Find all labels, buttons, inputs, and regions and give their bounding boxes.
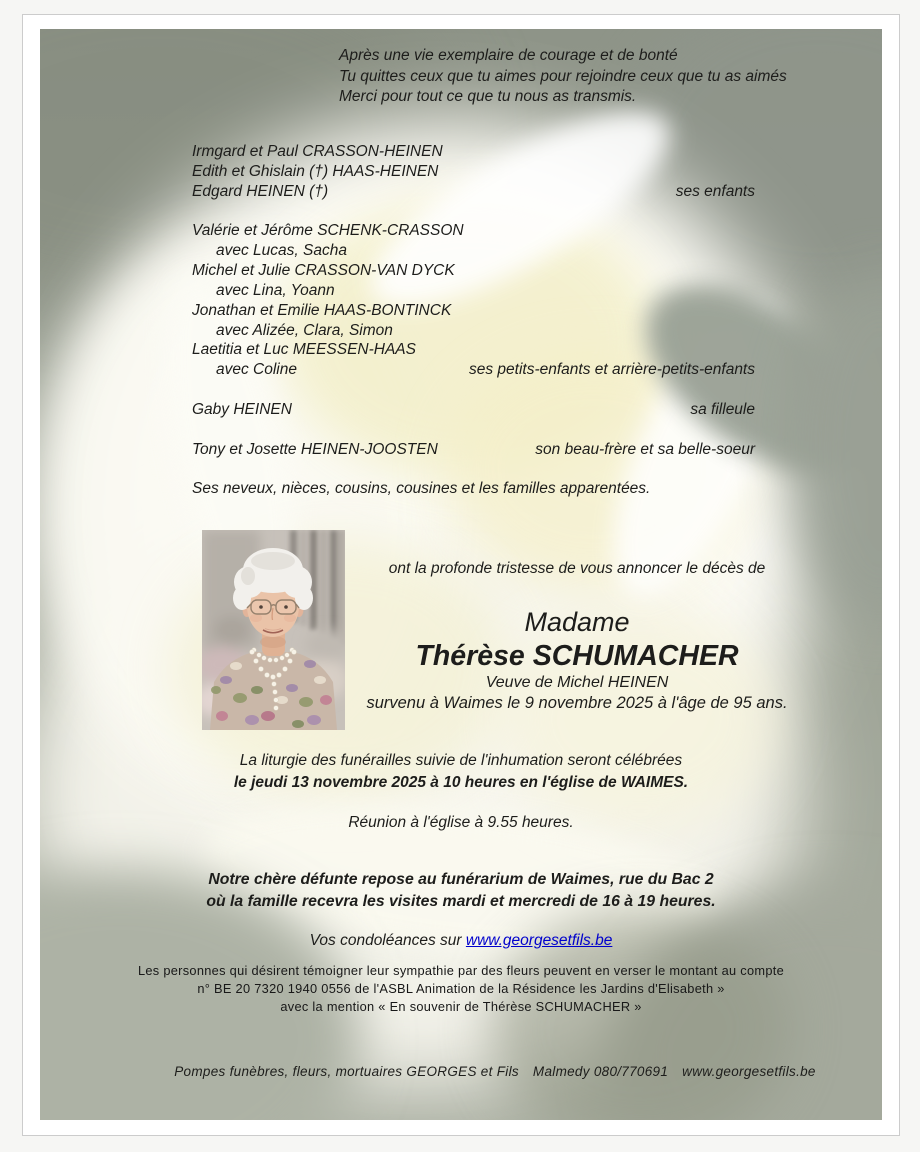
death-announcement [345,559,809,714]
announcement-intro: ont la profonde tristesse de vous annoncer le décès de [388,560,766,577]
family-row [192,143,755,163]
deceased-portrait-illustration [202,530,345,730]
family-member: Valérie et Jérôme SCHENK-CRASSON [192,222,464,240]
portrait-photo [202,530,345,730]
verse-line: Merci pour tout ce que tu nous as transmis. [339,88,637,105]
condolences-prefix: Vos condoléances sur [309,932,466,949]
relation-label: ses petits-enfants et arrière-petits-enfants [468,361,755,379]
family-member [192,461,196,478]
family-row [192,381,755,401]
relation-label: son beau-frère et sa belle-soeur [535,440,755,458]
footer-segment: Malmedy 080/770691 [532,1064,669,1079]
family-row [192,302,755,322]
family-row [192,183,755,203]
family-row [192,421,755,441]
family-row [192,222,755,242]
flowers-note-line: n° BE 20 7320 1940 0556 de l'ASBL Animation de la Résidence les Jardins d'Elisabeth » [197,981,725,997]
relation-label: ses enfants [675,182,755,200]
family-row [192,461,755,481]
family-member: avec Lina, Yoann [216,281,335,299]
opening-verse [339,46,787,108]
flowers-note [40,962,882,1017]
family-member: Laetitia et Luc MEESSEN-HAAS [192,341,416,359]
widow-line: Veuve de Michel HEINEN [485,674,669,691]
verse-line: Après une vie exemplaire de courage et de bonté [339,47,678,64]
family-member: avec Alizée, Clara, Simon [216,321,393,339]
funerarium-line2: où la famille recevra les visites mardi et mercredi de 16 à 19 heures. [206,892,716,910]
funerarium-details [40,869,882,912]
family-member: Ses neveux, nièces, cousins, cousines et les familles apparentées. [192,480,651,498]
ceremony-details [40,750,882,834]
family-member: avec Coline [216,361,297,379]
family-row [192,322,755,342]
deceased-name: Thérèse SCHUMACHER [415,640,739,672]
family-member [192,381,196,398]
verse-line: Tu quittes ceux que tu aimes pour rejoindre ceux que tu as aimés [339,67,787,85]
flowers-note-line: Les personnes qui désirent témoigner leur sympathie par des fleurs peuvent en verser le montant au compte [137,963,785,978]
family-member [192,421,196,438]
funerarium-line1: Notre chère défunte repose au funérarium de Waimes, rue du Bac 2 [208,871,714,888]
family-row [192,401,755,421]
family-row [192,262,755,282]
family-row [192,163,755,183]
family-row [192,242,755,262]
condolences-link[interactable]: www.georgesetfils.be [465,932,613,949]
family-member: Edith et Ghislain (†) HAAS-HEINEN [192,162,439,180]
footer-segment: Pompes funèbres, fleurs, mortuaires GEORGES et Fils [174,1064,519,1079]
family-list [192,143,755,500]
family-row [192,361,755,381]
family-member: Tony et Josette HEINEN-JOOSTEN [192,440,438,458]
family-member: avec Lucas, Sacha [216,242,347,260]
family-member: Irmgard et Paul CRASSON-HEINEN [192,143,443,160]
flowers-note-line: avec la mention « En souvenir de Thérèse SCHUMACHER » [280,999,642,1015]
family-member: Edgard HEINEN (†) [192,182,329,200]
footer-segment: www.georgesetfils.be [682,1064,816,1079]
family-member: Jonathan et Emilie HAAS-BONTINCK [192,301,452,319]
footer-line [74,1064,916,1079]
ceremony-date-line: le jeudi 13 novembre 2025 à 10 heures en l'église de WAIMES. [233,773,689,791]
deceased-title: Madame [524,607,630,637]
family-row [192,282,755,302]
gathering-line: Réunion à l'église à 9.55 heures. [348,814,574,831]
liturgy-line: La liturgie des funérailles suivie de l'inhumation seront célébrées [239,752,683,769]
family-row [192,341,755,361]
family-row [192,203,755,223]
family-row [192,441,755,461]
relation-label: sa filleule [690,400,755,418]
family-row [192,480,755,500]
death-date-line: survenu à Waimes le 9 novembre 2025 à l'âge de 95 ans. [366,694,788,712]
family-member: Michel et Julie CRASSON-VAN DYCK [192,262,455,280]
family-member [192,203,196,220]
family-member: Gaby HEINEN [192,400,292,418]
condolences-line [40,930,882,951]
